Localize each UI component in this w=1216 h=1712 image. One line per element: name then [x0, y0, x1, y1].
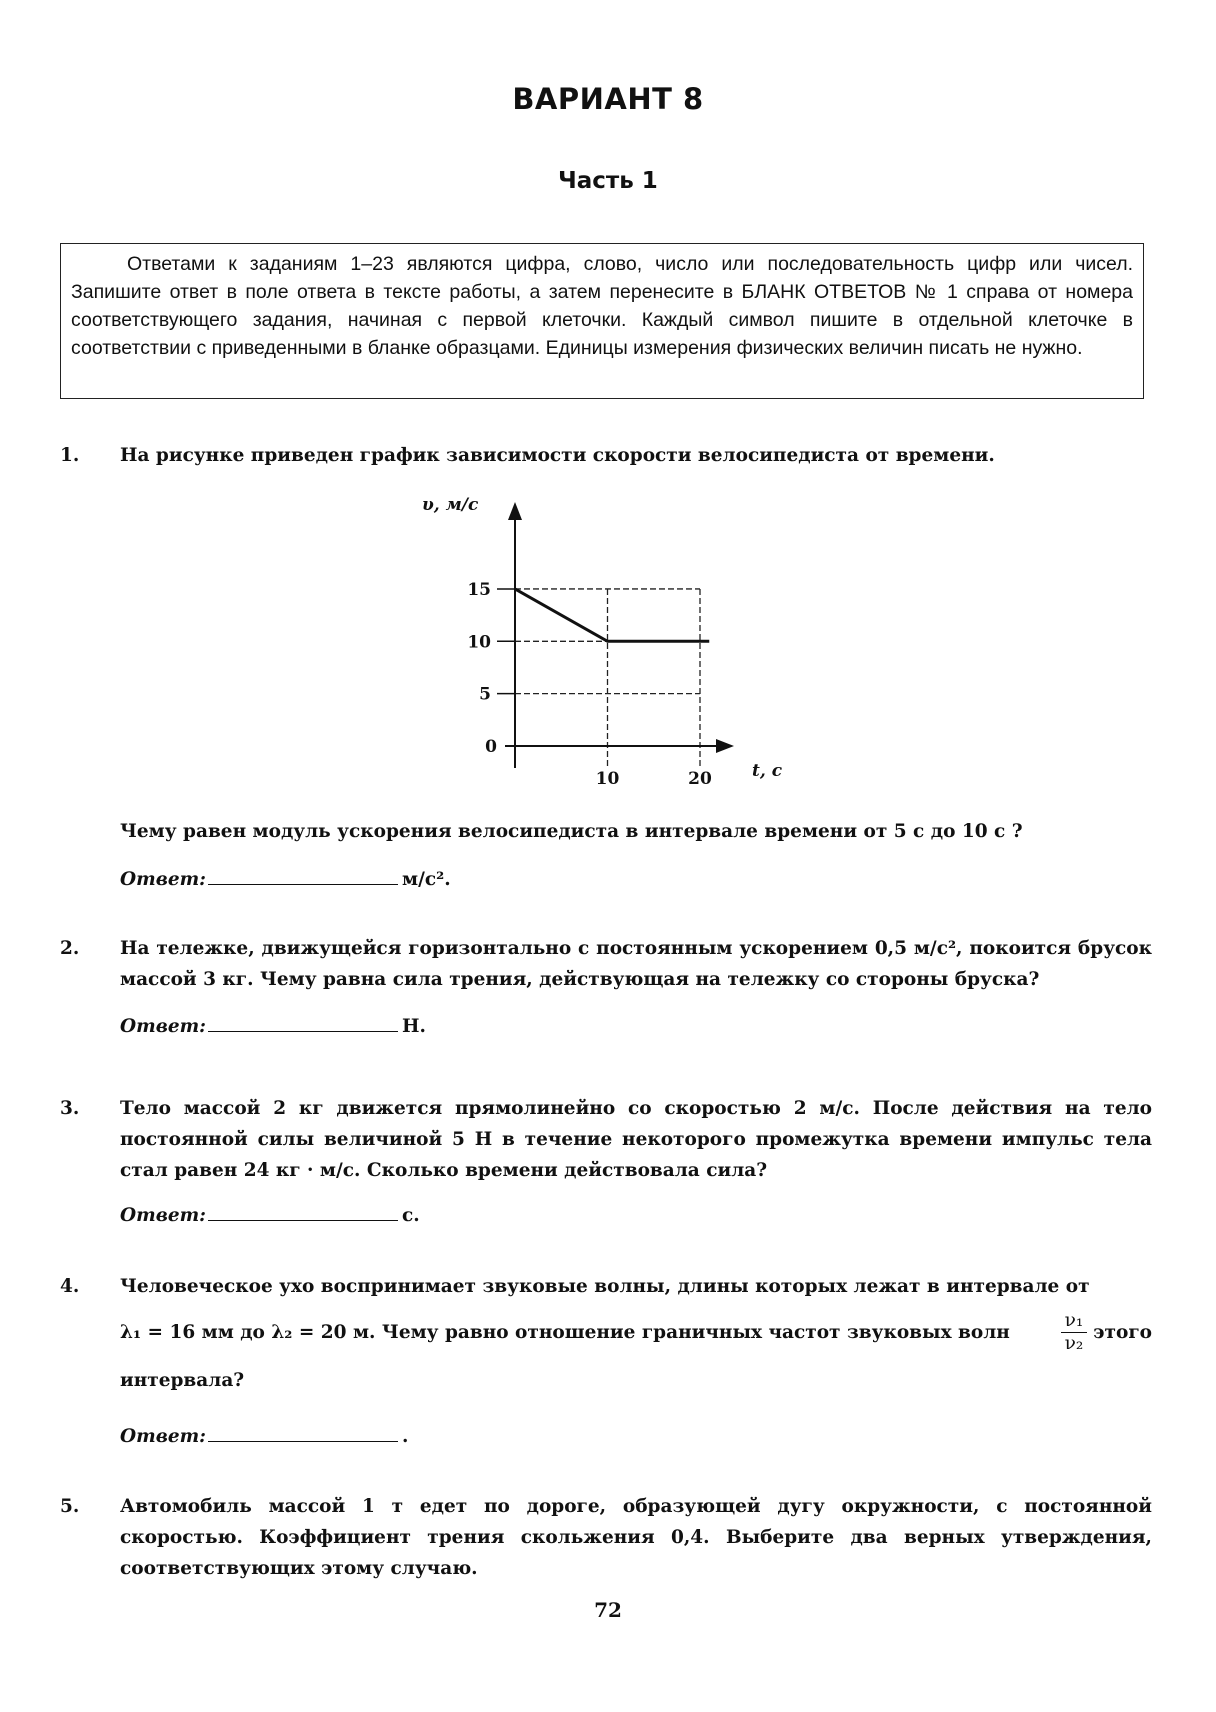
question-4 — [60, 1271, 1152, 1396]
question-number: 3. — [60, 1098, 80, 1119]
x-axis-arrow — [716, 739, 734, 753]
question-text: Чему равен модуль ускорения велосипедиста в интервале времени от 5 с до 10 с ? — [120, 821, 1023, 842]
instructions-text: Ответами к заданиям 1–23 являются цифра, слово, число или последовательность цифр или чисел. Запишите ответ в поле ответа в тексте работы, а затем перенесите в БЛАНК ОТВЕТОВ № 1 справа от номера соответствующего задания, начиная с первой клеточки. Каждый символ пишите в отдельной клеточке в соответствии с приведенными в бланке образцами. Единицы измерения физических величин писать не нужно. — [71, 253, 1133, 359]
fraction-denominator: ν₂ — [1064, 1333, 1084, 1354]
question-1 — [60, 440, 1152, 471]
answer-unit: с. — [402, 1205, 420, 1226]
question-text: Тело массой 2 кг движется прямолинейно со скоростью 2 м/с. После действия на тело постоянной силы величиной 5 Н в течение некоторого промежутка времени импульс тела стал равен 24 кг · м/с. Сколько времени действовала сила? — [120, 1098, 1152, 1181]
question-number: 4. — [60, 1276, 80, 1297]
question-3 — [60, 1093, 1152, 1186]
question-number: 1. — [60, 445, 80, 466]
question-text: На рисунке приведен график зависимости скорости велосипедиста от времени. — [120, 445, 995, 466]
y-axis-arrow — [508, 502, 522, 520]
y-tick-label: 10 — [467, 632, 491, 653]
answer-3 — [120, 1202, 420, 1226]
question-text-line3: интервала? — [120, 1370, 245, 1391]
answer-unit: . — [402, 1426, 409, 1447]
question-text-line1: Человеческое ухо воспринимает звуковые волны, длины которых лежат в интервале от — [120, 1276, 1090, 1297]
answer-field[interactable] — [208, 1423, 398, 1442]
question-number: 5. — [60, 1496, 80, 1517]
answer-unit: Н. — [402, 1016, 426, 1037]
answer-label: Ответ: — [120, 869, 207, 890]
question-text-line2: λ₁ = 16 мм до λ₂ = 20 м. Чему равно отношение граничных частот звуковых волн — [120, 1322, 1010, 1343]
answer-4 — [120, 1423, 408, 1447]
page-number: 72 — [594, 1598, 622, 1622]
question-text: На тележке, движущейся горизонтально с постоянным ускорением 0,5 м/с², покоится брусок массой 3 кг. Чему равна сила трения, действующая на тележку со стороны бруска? — [120, 938, 1152, 990]
answer-field[interactable] — [208, 866, 398, 885]
answer-1 — [120, 866, 451, 890]
y-tick-label: 15 — [467, 579, 491, 600]
question-5 — [60, 1491, 1152, 1584]
fraction-numerator: ν₁ — [1061, 1310, 1088, 1333]
velocity-line — [515, 589, 709, 641]
x-tick-label: 10 — [595, 769, 620, 789]
answer-field[interactable] — [208, 1013, 398, 1032]
velocity-time-chart — [400, 490, 820, 800]
frequency-ratio — [1061, 1310, 1088, 1355]
y-tick-label: 5 — [479, 684, 491, 705]
answer-label: Ответ: — [120, 1426, 207, 1447]
x-axis-label: t, с — [752, 761, 783, 781]
y-axis-label: υ, м/с — [422, 495, 479, 515]
question-1-prompt — [60, 816, 1152, 847]
question-text: Автомобиль массой 1 т едет по дороге, образующей дугу окружности, с постоянной скоростью. Коэффициент трения скольжения 0,4. Выберите два верных утверждения, соответствующих этому случаю. — [120, 1496, 1152, 1579]
x-tick-label: 20 — [688, 769, 712, 789]
question-number: 2. — [60, 938, 80, 959]
answer-2 — [120, 1013, 426, 1037]
answer-label: Ответ: — [120, 1205, 207, 1226]
page-title: ВАРИАНТ 8 — [512, 82, 704, 116]
answer-field[interactable] — [208, 1202, 398, 1221]
answer-unit: м/с². — [402, 869, 451, 890]
question-2 — [60, 933, 1152, 995]
answer-label: Ответ: — [120, 1016, 207, 1037]
part-title: Часть 1 — [558, 168, 658, 194]
instructions-box — [60, 243, 1144, 399]
question-text-line2-end: этого — [1093, 1322, 1152, 1343]
y-tick-label: 0 — [485, 737, 497, 757]
